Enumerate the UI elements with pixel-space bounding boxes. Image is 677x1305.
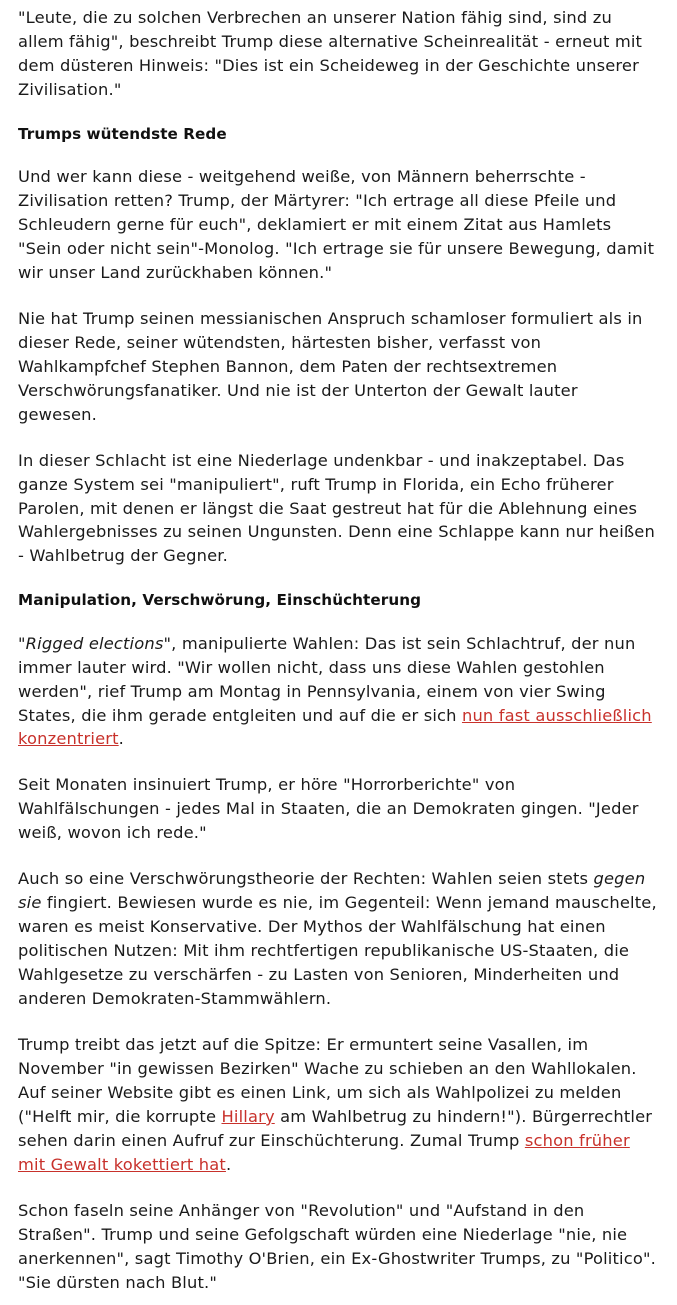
paragraph-6: Seit Monaten insinuiert Trump, er höre "Horrorberichte" von Wahlfälschungen - jedes Mal in Staaten, die an Demokraten gingen. "Jeder weiß, wovon ich rede." (18, 775, 639, 843)
text-run: " (18, 633, 26, 653)
emphasis-text: Rigged elections (25, 633, 164, 653)
inline-link[interactable]: Hillary (221, 1106, 275, 1126)
paragraph-1: "Leute, die zu solchen Verbrechen an unserer Nation fähig sind, sind zu allem fähig", beschreibt Trump diese alternative Scheinrealität - erneut mit dem düsteren Hinweis: "Dies ist ein Scheideweg in der Geschichte unserer Zivilisation." (18, 8, 643, 99)
emphasis-text: gegen sie (18, 869, 646, 913)
paragraph-2: Und wer kann diese - weitgehend weiße, von Männern beherrschte - Zivilisation retten? Trump, der Märtyrer: "Ich ertrage all diese Pfeile und Schleudern gerne für euch", deklamiert er mit einem Zitat aus Hamlets "Sein oder nicht sein"-Monolog. "Ich ertrage sie für unsere Bewegung, damit wir unser Land zurückhaben können." (18, 167, 655, 282)
paragraph-4: In dieser Schlacht ist eine Niederlage undenkbar - und inakzeptabel. Das ganze System sei "manipuliert", ruft Trump in Florida, ein Echo früherer Parolen, mit denen er längst die Saat gestreut hat für die Ablehnung eines Wahlergebnisses zu seinen Ungunsten. Denn eine Schlappe kann nur heißen - Wahlbetrug der Gegner. (18, 450, 655, 566)
paragraph-9: Schon faseln seine Anhänger von "Revolution" und "Aufstand in den Straßen". Trump und seine Gefolgschaft würden eine Niederlage "nie, nie anerkennen", sagt Timothy O'Brien, ein Ex-Ghostwriter Trumps, zu "Politico". "Sie dürsten nach Blut." (18, 1200, 656, 1292)
text-run: fingiert. Bewiesen wurde es nie, im Gegenteil: Wenn jemand mauschelte, waren es meist Konservative. Der Mythos der Wahlfälschung hat einen politischen Nutzen: Mit ihm rechtfertigen republikanische US-Staaten, die Wahlgesetze zu verschärfen - zu Lasten von Senioren, Minderheiten und anderen Demokraten-Stammwählern. (18, 893, 657, 1009)
paragraph-8 (18, 1033, 659, 1177)
inline-link[interactable]: nun fast ausschließlich konzentriert (18, 705, 652, 749)
text-run: . (118, 729, 125, 749)
text-run: Auch so eine Verschwörungstheorie der Rechten: Wahlen seien stets (18, 869, 594, 889)
subheading-2: Manipulation, Verschwörung, Einschüchterung (18, 591, 422, 610)
paragraph-5 (18, 632, 659, 752)
text-run: ", manipulierte Wahlen: Das ist sein Schlachtruf, der nun immer lauter wird. "Wir wollen nicht, dass uns diese Wahlen gestohlen werden", rief Trump am Montag in Pennsylvania, einem von vier Swing States, die ihm gerade entgleiten und auf die er sich (18, 633, 636, 725)
paragraph-3: Nie hat Trump seinen messianischen Anspruch schamloser formuliert als in dieser Rede, seiner wütendsten, härtesten bisher, verfasst von Wahlkampfchef Stephen Bannon, dem Paten der rechtsextremen Verschwörungsfanatiker. Und nie ist der Unterton der Gewalt lauter gewesen. (18, 308, 643, 424)
inline-link[interactable]: schon früher mit Gewalt kokettiert hat (18, 1130, 630, 1174)
text-run: . (225, 1154, 232, 1174)
subheading-1: Trumps wütendste Rede (18, 124, 227, 143)
text-run: am Wahlbetrug zu hindern!"). Bürgerrechtler sehen darin einen Aufruf zur Einschüchterung. Zumal Trump (18, 1106, 653, 1150)
paragraph-7 (18, 867, 659, 1011)
text-run: Trump treibt das jetzt auf die Spitze: Er ermuntert seine Vasallen, im November "in gewissen Bezirken" Wache zu schieben an den Wahllokalen. Auf seiner Website gibt es einen Link, um sich als Wahlpolizei zu melden ("Helft mir, die korrupte (18, 1035, 637, 1126)
